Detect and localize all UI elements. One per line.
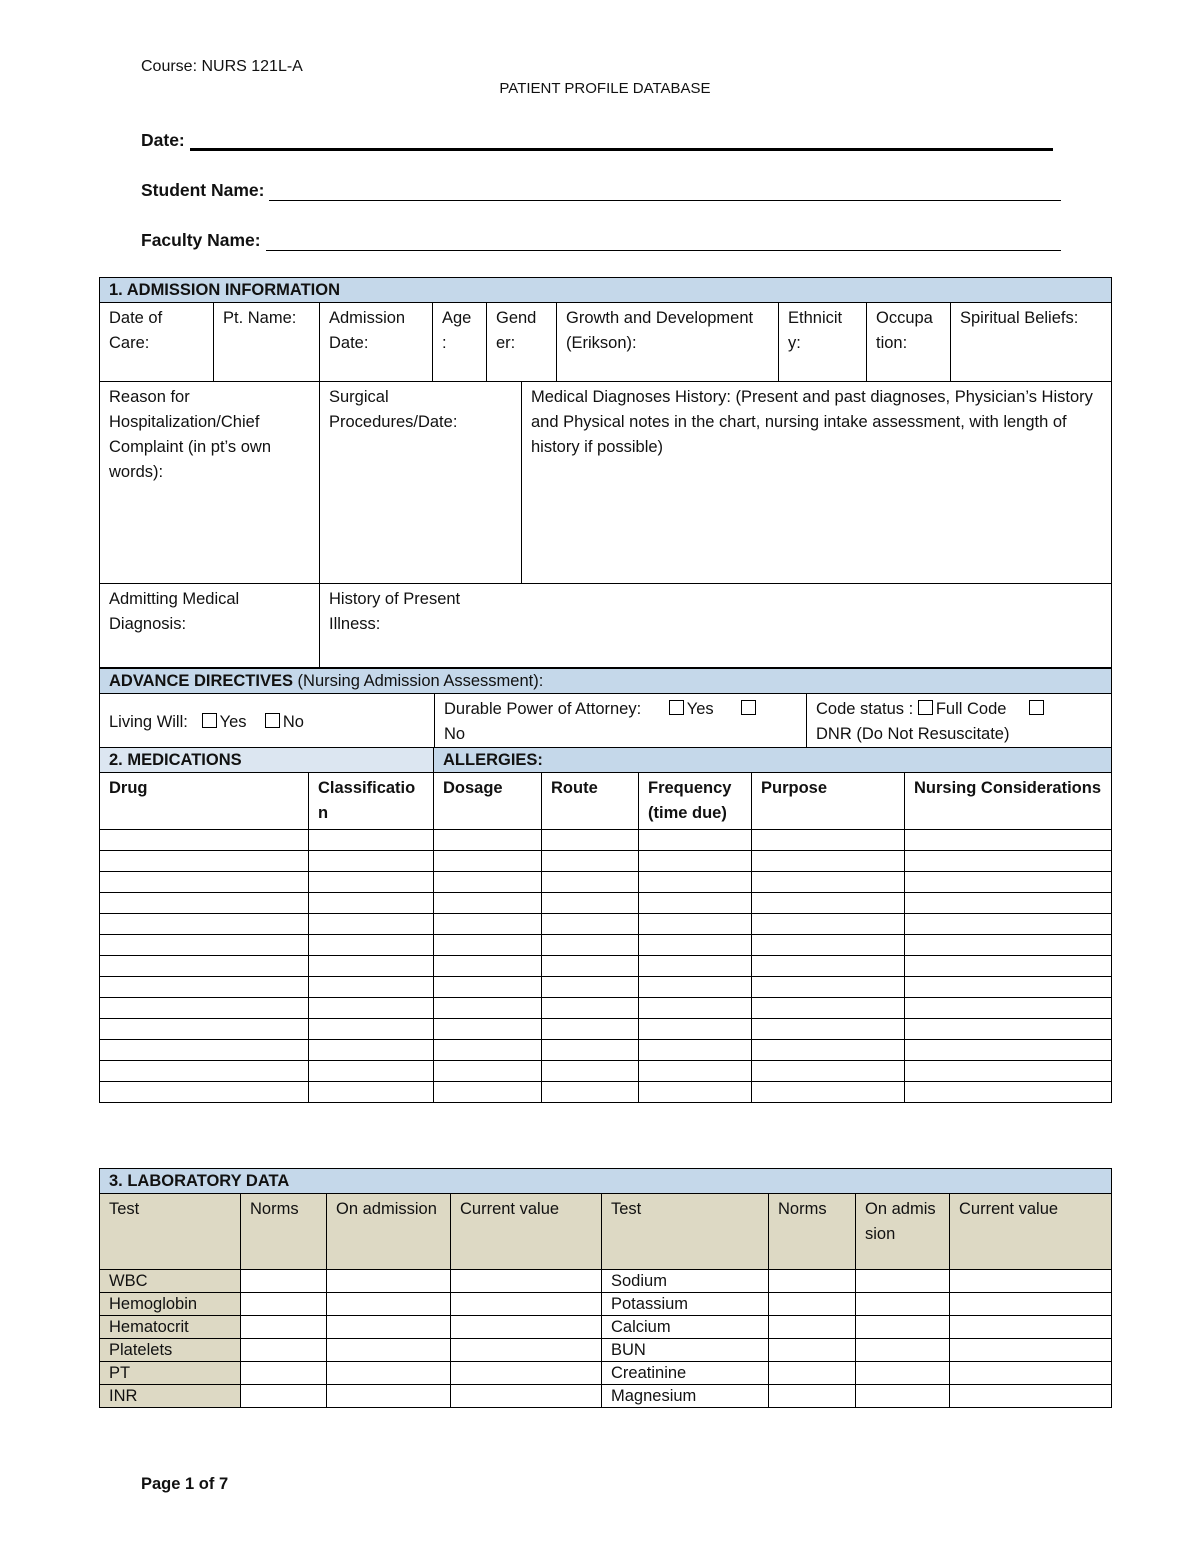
- medication-row: [100, 1019, 1112, 1040]
- med-cell-drug[interactable]: [100, 977, 309, 998]
- medication-row: [100, 956, 1112, 977]
- medication-row: [100, 914, 1112, 935]
- med-cell-drug[interactable]: [100, 956, 309, 977]
- med-cell-frequency[interactable]: [639, 1040, 752, 1061]
- lab-row: [100, 1270, 1112, 1293]
- med-cell-drug[interactable]: [100, 1082, 309, 1103]
- med-cell-frequency[interactable]: [639, 1061, 752, 1082]
- lab-row: [100, 1385, 1112, 1408]
- lab-value-cell[interactable]: [769, 1293, 856, 1316]
- date-of-care-cell[interactable]: Date of Care:: [100, 303, 214, 382]
- lab-value-cell[interactable]: [769, 1316, 856, 1339]
- med-cell-frequency[interactable]: [639, 872, 752, 893]
- lab-value-cell[interactable]: [327, 1293, 451, 1316]
- med-cell-frequency[interactable]: [639, 956, 752, 977]
- lab-value-cell[interactable]: [950, 1316, 1112, 1339]
- med-col-drug: Drug: [100, 773, 309, 830]
- reason-hospitalization-cell[interactable]: Reason for Hospitalization/Chief Complaint (in pt’s own words):: [100, 382, 320, 584]
- med-cell-nursing-considerations[interactable]: [905, 851, 1112, 872]
- student-name-field[interactable]: [269, 184, 1061, 201]
- med-cell-route[interactable]: [542, 893, 639, 914]
- med-cell-frequency[interactable]: [639, 893, 752, 914]
- lab-row: [100, 1339, 1112, 1362]
- code-status-label: Code status :: [816, 700, 914, 718]
- med-cell-classification[interactable]: [309, 893, 434, 914]
- med-cell-dosage[interactable]: [434, 977, 542, 998]
- med-col-dosage: Dosage: [434, 773, 542, 830]
- med-cell-nursing-considerations[interactable]: [905, 998, 1112, 1019]
- hpi-label: History of Present Illness:: [329, 590, 461, 633]
- date-line: [141, 130, 1061, 151]
- med-cell-route[interactable]: [542, 1019, 639, 1040]
- lab-col-current-value-2: Current value: [950, 1194, 1112, 1270]
- med-cell-drug[interactable]: [100, 872, 309, 893]
- med-cell-classification[interactable]: [309, 956, 434, 977]
- medication-row: [100, 851, 1112, 872]
- lab-value-cell[interactable]: [451, 1362, 602, 1385]
- medication-row: [100, 830, 1112, 851]
- student-name-label: Student Name:: [141, 180, 265, 200]
- med-cell-classification[interactable]: [309, 1040, 434, 1061]
- med-cell-classification[interactable]: [309, 1082, 434, 1103]
- med-cell-frequency[interactable]: [639, 1019, 752, 1040]
- lab-value-cell[interactable]: [327, 1339, 451, 1362]
- lab-value-cell[interactable]: [950, 1362, 1112, 1385]
- lab-value-cell[interactable]: [769, 1362, 856, 1385]
- lab-test-name-2: Potassium: [602, 1293, 769, 1316]
- lab-test-name: Platelets: [100, 1339, 241, 1362]
- medications-table: [99, 747, 1112, 1103]
- lab-test-name-2: BUN: [602, 1339, 769, 1362]
- med-cell-purpose[interactable]: [752, 998, 905, 1019]
- lab-value-cell[interactable]: [451, 1385, 602, 1408]
- living-will-label: Living Will:: [109, 712, 188, 731]
- ethnicity-cell[interactable]: Ethnicit y:: [779, 303, 867, 382]
- advance-directives-title: ADVANCE DIRECTIVES (Nursing Admission Assessment):: [100, 669, 1112, 694]
- lab-test-name: Hemoglobin: [100, 1293, 241, 1316]
- med-col-nursing-considerations: Nursing Considerations: [905, 773, 1112, 830]
- medication-row: [100, 1061, 1112, 1082]
- med-cell-purpose[interactable]: [752, 956, 905, 977]
- lab-value-cell[interactable]: [241, 1362, 327, 1385]
- faculty-name-line: [141, 230, 1061, 251]
- lab-value-cell[interactable]: [241, 1339, 327, 1362]
- lab-row: [100, 1316, 1112, 1339]
- lab-test-name-2: Creatinine: [602, 1362, 769, 1385]
- med-cell-classification[interactable]: [309, 830, 434, 851]
- med-cell-route[interactable]: [542, 851, 639, 872]
- date-label: Date:: [141, 130, 185, 150]
- lab-test-name: PT: [100, 1362, 241, 1385]
- med-cell-drug[interactable]: [100, 830, 309, 851]
- med-cell-purpose[interactable]: [752, 872, 905, 893]
- lab-value-cell[interactable]: [769, 1385, 856, 1408]
- occupation-cell[interactable]: Occupa tion:: [867, 303, 951, 382]
- med-cell-nursing-considerations[interactable]: [905, 977, 1112, 998]
- med-cell-drug[interactable]: [100, 1061, 309, 1082]
- lab-test-name: INR: [100, 1385, 241, 1408]
- med-cell-drug[interactable]: [100, 851, 309, 872]
- lab-value-cell[interactable]: [950, 1293, 1112, 1316]
- lab-value-cell[interactable]: [856, 1362, 950, 1385]
- med-cell-frequency[interactable]: [639, 935, 752, 956]
- med-cell-route[interactable]: [542, 977, 639, 998]
- lab-test-name-2: Calcium: [602, 1316, 769, 1339]
- med-cell-route[interactable]: [542, 1040, 639, 1061]
- med-cell-nursing-considerations[interactable]: [905, 1082, 1112, 1103]
- medications-section-title: 2. MEDICATIONS: [100, 748, 434, 773]
- dpoa-no-checkbox[interactable]: [741, 700, 756, 715]
- page-number: Page 1 of 7: [141, 1475, 229, 1493]
- growth-development-cell[interactable]: Growth and Development (Erikson):: [557, 303, 779, 382]
- lab-value-cell[interactable]: [327, 1316, 451, 1339]
- allergies-label[interactable]: ALLERGIES:: [434, 748, 1112, 773]
- med-cell-purpose[interactable]: [752, 914, 905, 935]
- med-cell-route[interactable]: [542, 956, 639, 977]
- medication-row: [100, 935, 1112, 956]
- history-present-illness-cell[interactable]: [320, 584, 1112, 668]
- med-cell-nursing-considerations[interactable]: [905, 935, 1112, 956]
- lab-value-cell[interactable]: [856, 1316, 950, 1339]
- med-cell-drug[interactable]: [100, 935, 309, 956]
- dpoa-yes-checkbox[interactable]: [669, 700, 684, 715]
- living-will-yes-checkbox[interactable]: [202, 713, 217, 728]
- lab-value-cell[interactable]: [327, 1270, 451, 1293]
- lab-value-cell[interactable]: [856, 1270, 950, 1293]
- med-cell-purpose[interactable]: [752, 893, 905, 914]
- med-col-route: Route: [542, 773, 639, 830]
- lab-value-cell[interactable]: [241, 1316, 327, 1339]
- lab-value-cell[interactable]: [241, 1385, 327, 1408]
- faculty-name-field[interactable]: [266, 234, 1061, 251]
- med-cell-purpose[interactable]: [752, 1061, 905, 1082]
- med-cell-classification[interactable]: [309, 851, 434, 872]
- med-cell-purpose[interactable]: [752, 830, 905, 851]
- course-label: Course: NURS 121L-A: [141, 58, 303, 75]
- med-cell-frequency[interactable]: [639, 830, 752, 851]
- lab-value-cell[interactable]: [451, 1270, 602, 1293]
- medication-row: [100, 1040, 1112, 1061]
- med-cell-route[interactable]: [542, 1061, 639, 1082]
- med-cell-nursing-considerations[interactable]: [905, 872, 1112, 893]
- living-will-cell: Living Will: Yes No: [100, 694, 435, 751]
- med-cell-nursing-considerations[interactable]: [905, 1019, 1112, 1040]
- lab-row: [100, 1293, 1112, 1316]
- med-cell-dosage[interactable]: [434, 830, 542, 851]
- lab-value-cell[interactable]: [950, 1339, 1112, 1362]
- advance-directives-table: [99, 668, 1112, 751]
- lab-row: [100, 1362, 1112, 1385]
- dpoa-label: Durable Power of Attorney:: [444, 700, 642, 718]
- medical-history-cell[interactable]: Medical Diagnoses History: (Present and past diagnoses, Physician’s History and Physical notes in the chart, nursing intake assessment, with length of history if possible): [522, 382, 1112, 584]
- med-cell-route[interactable]: [542, 872, 639, 893]
- medication-row: [100, 998, 1112, 1019]
- lab-value-cell[interactable]: [451, 1293, 602, 1316]
- med-cell-dosage[interactable]: [434, 914, 542, 935]
- medications-body: [100, 830, 1112, 1103]
- lab-section-title: 3. LABORATORY DATA: [100, 1169, 1112, 1194]
- lab-col-norms: Norms: [241, 1194, 327, 1270]
- medication-row: [100, 872, 1112, 893]
- med-cell-route[interactable]: [542, 830, 639, 851]
- med-cell-dosage[interactable]: [434, 1040, 542, 1061]
- admission-table: [99, 277, 1112, 668]
- lab-test-name: WBC: [100, 1270, 241, 1293]
- medication-row: [100, 1082, 1112, 1103]
- med-cell-drug[interactable]: [100, 914, 309, 935]
- med-cell-frequency[interactable]: [639, 998, 752, 1019]
- lab-value-cell[interactable]: [451, 1339, 602, 1362]
- med-cell-classification[interactable]: [309, 977, 434, 998]
- med-cell-nursing-considerations[interactable]: [905, 1040, 1112, 1061]
- lab-col-norms-2: Norms: [769, 1194, 856, 1270]
- med-cell-nursing-considerations[interactable]: [905, 830, 1112, 851]
- lab-col-current-value: Current value: [451, 1194, 602, 1270]
- med-col-frequency: Frequency (time due): [639, 773, 752, 830]
- lab-test-name: Hematocrit: [100, 1316, 241, 1339]
- medication-row: [100, 893, 1112, 914]
- full-code-checkbox[interactable]: [918, 700, 933, 715]
- med-cell-route[interactable]: [542, 1082, 639, 1103]
- med-cell-drug[interactable]: [100, 1019, 309, 1040]
- admission-date-cell[interactable]: Admission Date:: [320, 303, 433, 382]
- gender-cell[interactable]: Gend er:: [487, 303, 557, 382]
- code-status-cell: Code status : Full Code DNR (Do Not Resuscitate): [807, 694, 1112, 751]
- med-cell-purpose[interactable]: [752, 935, 905, 956]
- med-cell-route[interactable]: [542, 935, 639, 956]
- med-cell-dosage[interactable]: [434, 1019, 542, 1040]
- med-cell-dosage[interactable]: [434, 1082, 542, 1103]
- med-cell-classification[interactable]: [309, 872, 434, 893]
- med-cell-nursing-considerations[interactable]: [905, 893, 1112, 914]
- lab-value-cell[interactable]: [856, 1339, 950, 1362]
- lab-col-on-admission-2: On admission: [856, 1194, 950, 1270]
- surgical-procedures-cell[interactable]: Surgical Procedures/Date:: [320, 382, 522, 584]
- med-cell-dosage[interactable]: [434, 935, 542, 956]
- med-cell-purpose[interactable]: [752, 1019, 905, 1040]
- med-cell-drug[interactable]: [100, 893, 309, 914]
- med-cell-dosage[interactable]: [434, 893, 542, 914]
- med-cell-drug[interactable]: [100, 998, 309, 1019]
- age-cell[interactable]: Age :: [433, 303, 487, 382]
- med-cell-classification[interactable]: [309, 1019, 434, 1040]
- student-name-line: [141, 180, 1061, 201]
- medication-row: [100, 977, 1112, 998]
- med-cell-frequency[interactable]: [639, 851, 752, 872]
- lab-value-cell[interactable]: [950, 1270, 1112, 1293]
- lab-test-name-2: Magnesium: [602, 1385, 769, 1408]
- med-cell-dosage[interactable]: [434, 872, 542, 893]
- med-col-classification: Classification: [309, 773, 434, 830]
- lab-value-cell[interactable]: [241, 1293, 327, 1316]
- lab-value-cell[interactable]: [856, 1293, 950, 1316]
- med-cell-classification[interactable]: [309, 1061, 434, 1082]
- lab-table: [99, 1168, 1112, 1408]
- lab-col-test-2: Test: [602, 1194, 769, 1270]
- med-cell-dosage[interactable]: [434, 998, 542, 1019]
- med-cell-drug[interactable]: [100, 1040, 309, 1061]
- med-cell-purpose[interactable]: [752, 1040, 905, 1061]
- lab-value-cell[interactable]: [950, 1385, 1112, 1408]
- med-cell-nursing-considerations[interactable]: [905, 914, 1112, 935]
- lab-col-test: Test: [100, 1194, 241, 1270]
- med-cell-classification[interactable]: [309, 998, 434, 1019]
- med-cell-frequency[interactable]: [639, 977, 752, 998]
- med-cell-frequency[interactable]: [639, 1082, 752, 1103]
- med-cell-nursing-considerations[interactable]: [905, 956, 1112, 977]
- lab-value-cell[interactable]: [451, 1316, 602, 1339]
- lab-value-cell[interactable]: [241, 1270, 327, 1293]
- page-title: PATIENT PROFILE DATABASE: [499, 80, 711, 97]
- med-cell-classification[interactable]: [309, 914, 434, 935]
- med-cell-dosage[interactable]: [434, 956, 542, 977]
- lab-value-cell[interactable]: [327, 1385, 451, 1408]
- living-will-no-checkbox[interactable]: [265, 713, 280, 728]
- lab-value-cell[interactable]: [856, 1385, 950, 1408]
- med-cell-purpose[interactable]: [752, 977, 905, 998]
- med-col-purpose: Purpose: [752, 773, 905, 830]
- lab-value-cell[interactable]: [769, 1339, 856, 1362]
- dnr-checkbox[interactable]: [1029, 700, 1044, 715]
- med-cell-nursing-considerations[interactable]: [905, 1061, 1112, 1082]
- lab-col-on-admission: On admission: [327, 1194, 451, 1270]
- date-field[interactable]: [190, 132, 1053, 151]
- med-cell-purpose[interactable]: [752, 1082, 905, 1103]
- admitting-diagnosis-cell[interactable]: Admitting Medical Diagnosis:: [100, 584, 320, 668]
- med-cell-route[interactable]: [542, 914, 639, 935]
- med-cell-route[interactable]: [542, 998, 639, 1019]
- med-cell-purpose[interactable]: [752, 851, 905, 872]
- med-cell-classification[interactable]: [309, 935, 434, 956]
- pt-name-cell[interactable]: Pt. Name:: [214, 303, 320, 382]
- dpoa-cell: Durable Power of Attorney: Yes No: [435, 694, 807, 751]
- med-cell-dosage[interactable]: [434, 851, 542, 872]
- spiritual-beliefs-cell[interactable]: Spiritual Beliefs:: [951, 303, 1112, 382]
- faculty-name-label: Faculty Name:: [141, 230, 261, 250]
- lab-value-cell[interactable]: [769, 1270, 856, 1293]
- lab-body: [100, 1270, 1112, 1408]
- lab-value-cell[interactable]: [327, 1362, 451, 1385]
- med-cell-dosage[interactable]: [434, 1061, 542, 1082]
- lab-test-name-2: Sodium: [602, 1270, 769, 1293]
- admission-section-title: 1. ADMISSION INFORMATION: [100, 278, 1112, 303]
- med-cell-frequency[interactable]: [639, 914, 752, 935]
